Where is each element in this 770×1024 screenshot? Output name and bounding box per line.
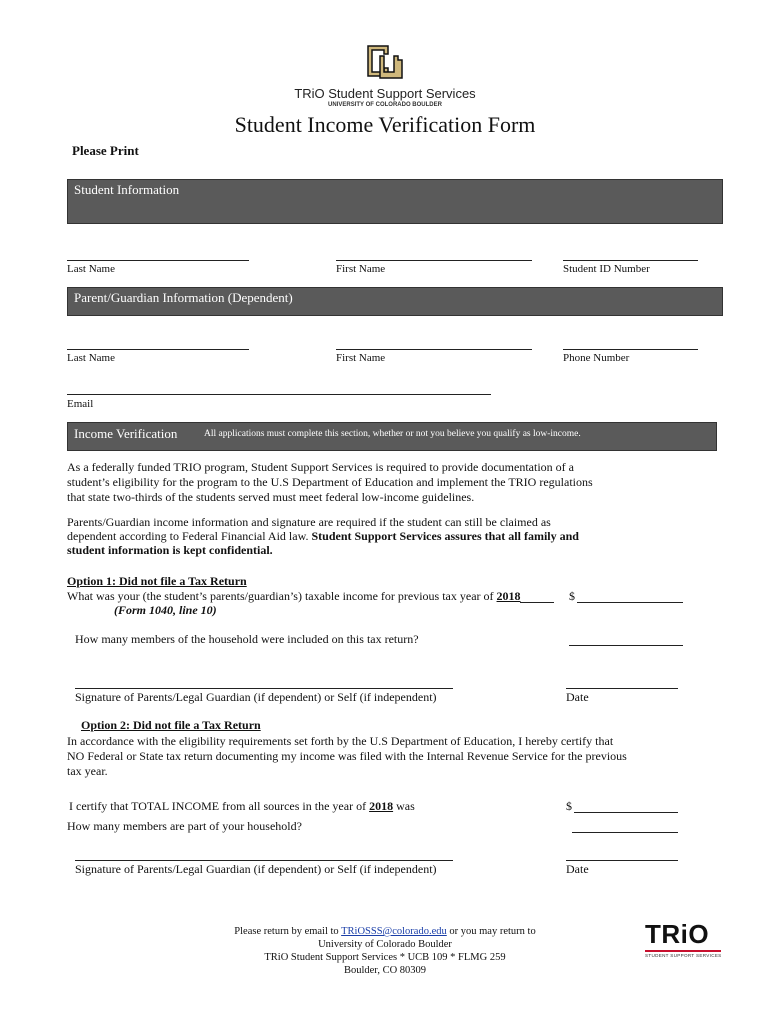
option1-dollar: $ [569,589,575,603]
form-title: Student Income Verification Form [234,112,536,137]
option1-question [67,589,521,604]
trio-logo-rule [645,950,721,952]
option2-household-field[interactable] [572,832,678,833]
student-first-name-label: First Name [336,263,386,275]
parent-info-heading: Parent/Guardian Information (Dependent) [74,290,293,305]
option1-date-label: Date [566,690,589,704]
income-verification-bar [67,422,717,451]
parent-info-bar [67,287,723,316]
option2-date-field[interactable] [566,860,678,861]
trio-logo-subtitle: STUDENT SUPPORT SERVICES [645,953,722,958]
footer-return-pre: Please return by email to [234,926,339,937]
student-info-bar [67,179,723,224]
para1-line3: that state two-thirds of the students served must meet federal low-income guidelines. [67,490,475,504]
trio-logo-text: TRiO [645,919,710,949]
option2-certify-post: was [396,799,415,813]
student-last-name-label: Last Name [67,263,115,275]
footer-return-line [160,926,610,937]
footer-address2: TRiO Student Support Services * UCB 109 * FLMG 259 [264,952,506,963]
para2-line2 [67,529,579,544]
option1-signature-label: Signature of Parents/Legal Guardian (if dependent) or Self (if independent) [75,690,437,704]
para1-line2: student’s eligibility for the program to the U.S Department of Education and implement the TRIO regulations [67,475,593,489]
student-first-name-field[interactable] [336,260,532,261]
footer-email-link[interactable]: TRiOSSS@colorado.edu [341,926,447,937]
option2-para-line1: In accordance with the eligibility requirements set forth by the U.S Department of Education, I hereby certify that [67,734,614,748]
option1-income-field[interactable] [577,602,683,603]
parent-first-name-field[interactable] [336,349,532,350]
option1-heading: Option 1: Did not file a Tax Return [67,574,247,588]
option1-household-field[interactable] [569,645,683,646]
parent-phone-field[interactable] [563,349,698,350]
parent-email-field[interactable] [67,394,491,395]
option2-income-field[interactable] [574,812,678,813]
footer-address3: Boulder, CO 80309 [343,965,427,976]
option2-para-line2: NO Federal or State tax return documenting my income was filed with the Internal Revenue Service for the previous [67,749,627,763]
para2-bold-b: student information is kept confidential. [67,543,273,557]
footer-address1: University of Colorado Boulder [318,939,452,950]
student-info-heading: Student Information [74,182,180,197]
option1-household-question: How many members of the household were included on this tax return? [75,632,419,646]
option2-date-label: Date [566,862,589,876]
option2-household-question: How many members are part of your household? [67,819,302,833]
trio-logo [645,920,725,960]
option2-year: 2018 [369,799,394,813]
para1-line1: As a federally funded TRIO program, Student Support Services is required to provide documentation of a [67,460,574,474]
program-name: TRiO Student Support Services [294,86,476,101]
please-print: Please Print [72,143,139,158]
income-verification-heading: Income Verification [74,426,178,441]
student-last-name-field[interactable] [67,260,249,261]
para2-bold-a: Student Support Services assures that all family and [311,529,579,543]
para2-line2-text: dependent according to Federal Financial Aid law. [67,529,309,543]
cu-logo [364,44,404,84]
option2-heading: Option 2: Did not file a Tax Return [81,718,261,732]
option1-date-field[interactable] [566,688,678,689]
parent-first-name-label: First Name [336,352,386,364]
option2-dollar: $ [566,799,572,813]
para2-line1: Parents/Guardian income information and signature are required if the student can still be claimed as [67,515,551,529]
parent-last-name-field[interactable] [67,349,249,350]
parent-email-label: Email [67,398,94,410]
option1-signature-field[interactable] [75,688,453,689]
option2-para-line3: tax year. [67,764,108,778]
option1-year-underline [520,602,554,603]
parent-last-name-label: Last Name [67,352,115,364]
university-name: UNIVERSITY OF COLORADO BOULDER [328,102,442,108]
option2-certify-pre: I certify that TOTAL INCOME from all sources in the year of [69,799,367,813]
student-id-field[interactable] [563,260,698,261]
income-verification-note: All applications must complete this section, whether or not you believe you qualify as low-income. [204,429,581,439]
option1-year: 2018 [496,589,521,603]
student-id-label: Student ID Number [563,263,650,275]
option1-form-ref: (Form 1040, line 10) [114,603,217,617]
option2-certify [69,799,415,814]
parent-phone-label: Phone Number [563,352,630,364]
option2-signature-label: Signature of Parents/Legal Guardian (if dependent) or Self (if independent) [75,862,437,876]
option2-signature-field[interactable] [75,860,453,861]
footer-return-post: or you may return to [449,926,536,937]
option1-question-text: What was your (the student’s parents/guardian’s) taxable income for previous tax year of [67,589,494,603]
